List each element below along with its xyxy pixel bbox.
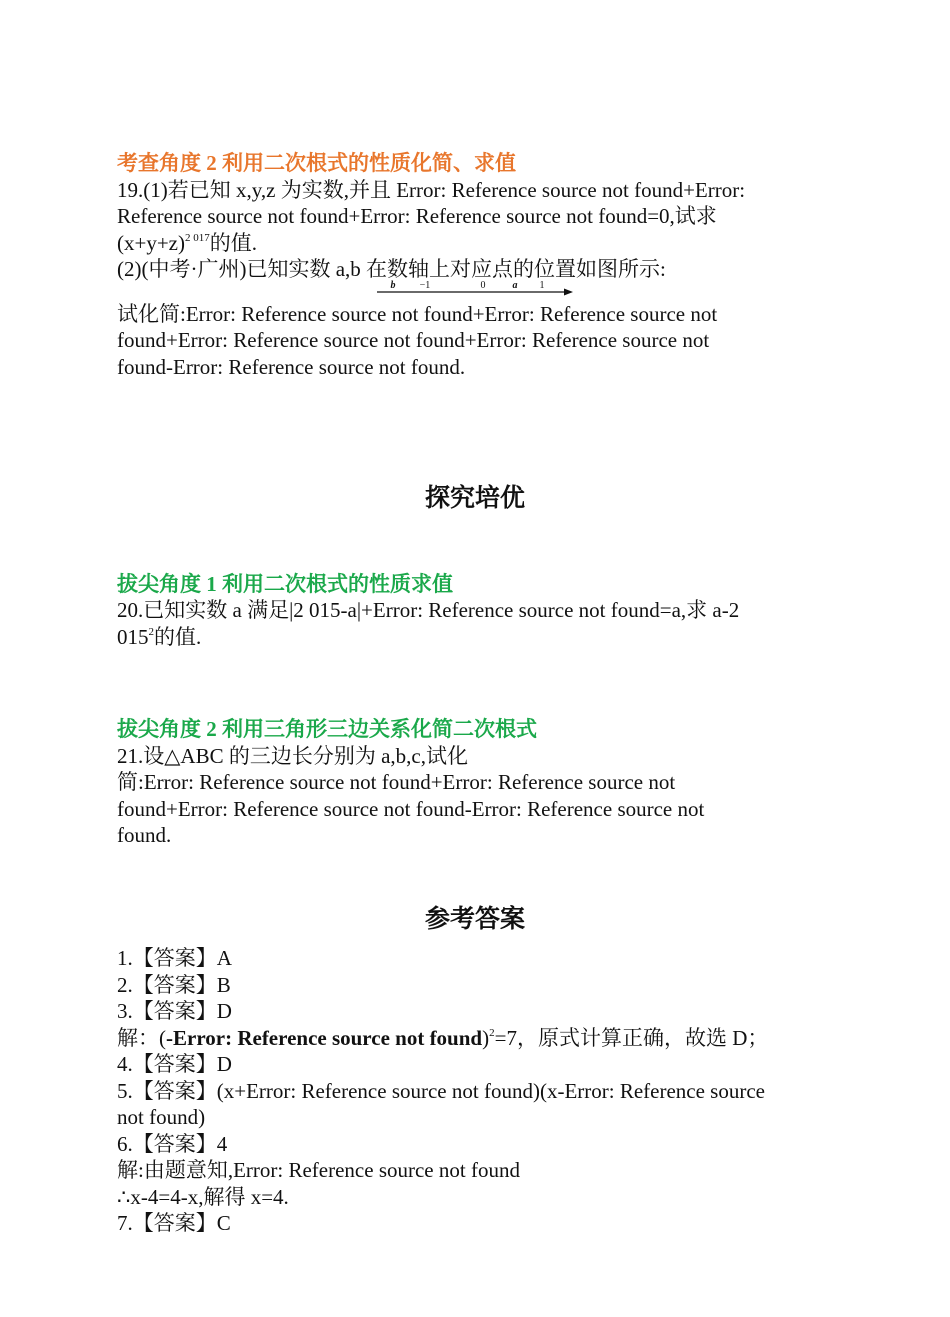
q19-expr-tail: 的值. (209, 230, 257, 255)
q19-part2-line2: 试化简:Error: Reference source not found+Error: Reference source not (117, 301, 718, 326)
a3-sol-bold: -Error: Reference source not found (166, 1025, 483, 1050)
q21-line4: found. (117, 823, 172, 847)
q20-expr: 015 (117, 624, 149, 649)
answer-6-solution-2: ∴x-4=4-x,解得 x=4. (117, 1184, 289, 1209)
advanced-heading-1: 拔尖角度 1 利用二次根式的性质求值 (117, 571, 453, 596)
document-page (117, 150, 833, 1237)
answer-6: 6.【答案】4 (117, 1131, 228, 1156)
section-heading-angle-2: 考查角度 2 利用二次根式的性质化简、求值 (117, 151, 516, 175)
q21-line1: 21.设△ABC 的三边长分别为 a,b,c,试化 (117, 743, 468, 768)
number-line-label-neg1: −1 (419, 279, 431, 291)
answer-3: 3.【答案】D (117, 999, 232, 1023)
answer-4: 4.【答案】D (117, 1052, 232, 1076)
answer-2: 2.【答案】B (117, 972, 231, 997)
a3-sol-exponent: 2 (489, 1026, 495, 1039)
number-line-label-b: b (390, 279, 396, 291)
answer-1: 1.【答案】A (117, 946, 232, 970)
q20-expr-tail: 的值. (154, 624, 202, 649)
number-line-arrow (564, 288, 573, 295)
number-line-label-0: 0 (480, 279, 486, 291)
q19-part1-line2: Reference source not found+Error: Reference source not found=0,试求 (117, 204, 717, 228)
q20-line1: 20.已知实数 a 满足|2 015-a|+Error: Reference source not found=a,求 a-2 (117, 598, 740, 622)
advanced-heading-2: 拔尖角度 2 利用三角形三边关系化简二次根式 (117, 717, 537, 741)
q19-part2-line3: found+Error: Reference source not found+Error: Reference source not (117, 328, 710, 352)
answer-5-line1: 5.【答案】(x+Error: Reference source not found)(x-Error: Reference source (117, 1078, 765, 1103)
q19-part1-line3 (117, 230, 833, 257)
explore-title: 探究培优 (424, 485, 525, 512)
answer-7: 7.【答案】C (117, 1211, 231, 1235)
q20-exponent: 2 (148, 625, 154, 638)
number-line-label-a: a (512, 279, 518, 291)
q20-line2 (117, 624, 833, 651)
q19-part2-line4: found-Error: Reference source not found. (117, 354, 466, 379)
a3-sol-mid: ) (482, 1025, 490, 1050)
answer-6-solution-1: 解:由题意知,Error: Reference source not found (117, 1158, 520, 1182)
number-line-label-1: 1 (539, 279, 545, 291)
a3-sol-pre: 解：( (117, 1025, 166, 1050)
a3-sol-post: =7，原式计算正确，故选 D； (494, 1025, 769, 1050)
q21-line2: 简:Error: Reference source not found+Error: Reference source not (117, 770, 676, 794)
q19-part2-line1: (2)(中考·广州)已知实数 a,b 在数轴上对应点的位置如图所示: (117, 257, 666, 281)
answers-title: 参考答案 (424, 905, 525, 933)
answer-3-solution (117, 1025, 833, 1052)
q21-line3: found+Error: Reference source not found-Error: Reference source not (117, 796, 705, 821)
q19-expr: (x+y+z) (117, 230, 185, 255)
answer-5-line2: not found) (117, 1105, 206, 1129)
q19-part1-line1: 19.(1)若已知 x,y,z 为实数,并且 Error: Reference source not found+Error: (117, 177, 746, 202)
q19-exponent: 2 017 (185, 231, 210, 244)
